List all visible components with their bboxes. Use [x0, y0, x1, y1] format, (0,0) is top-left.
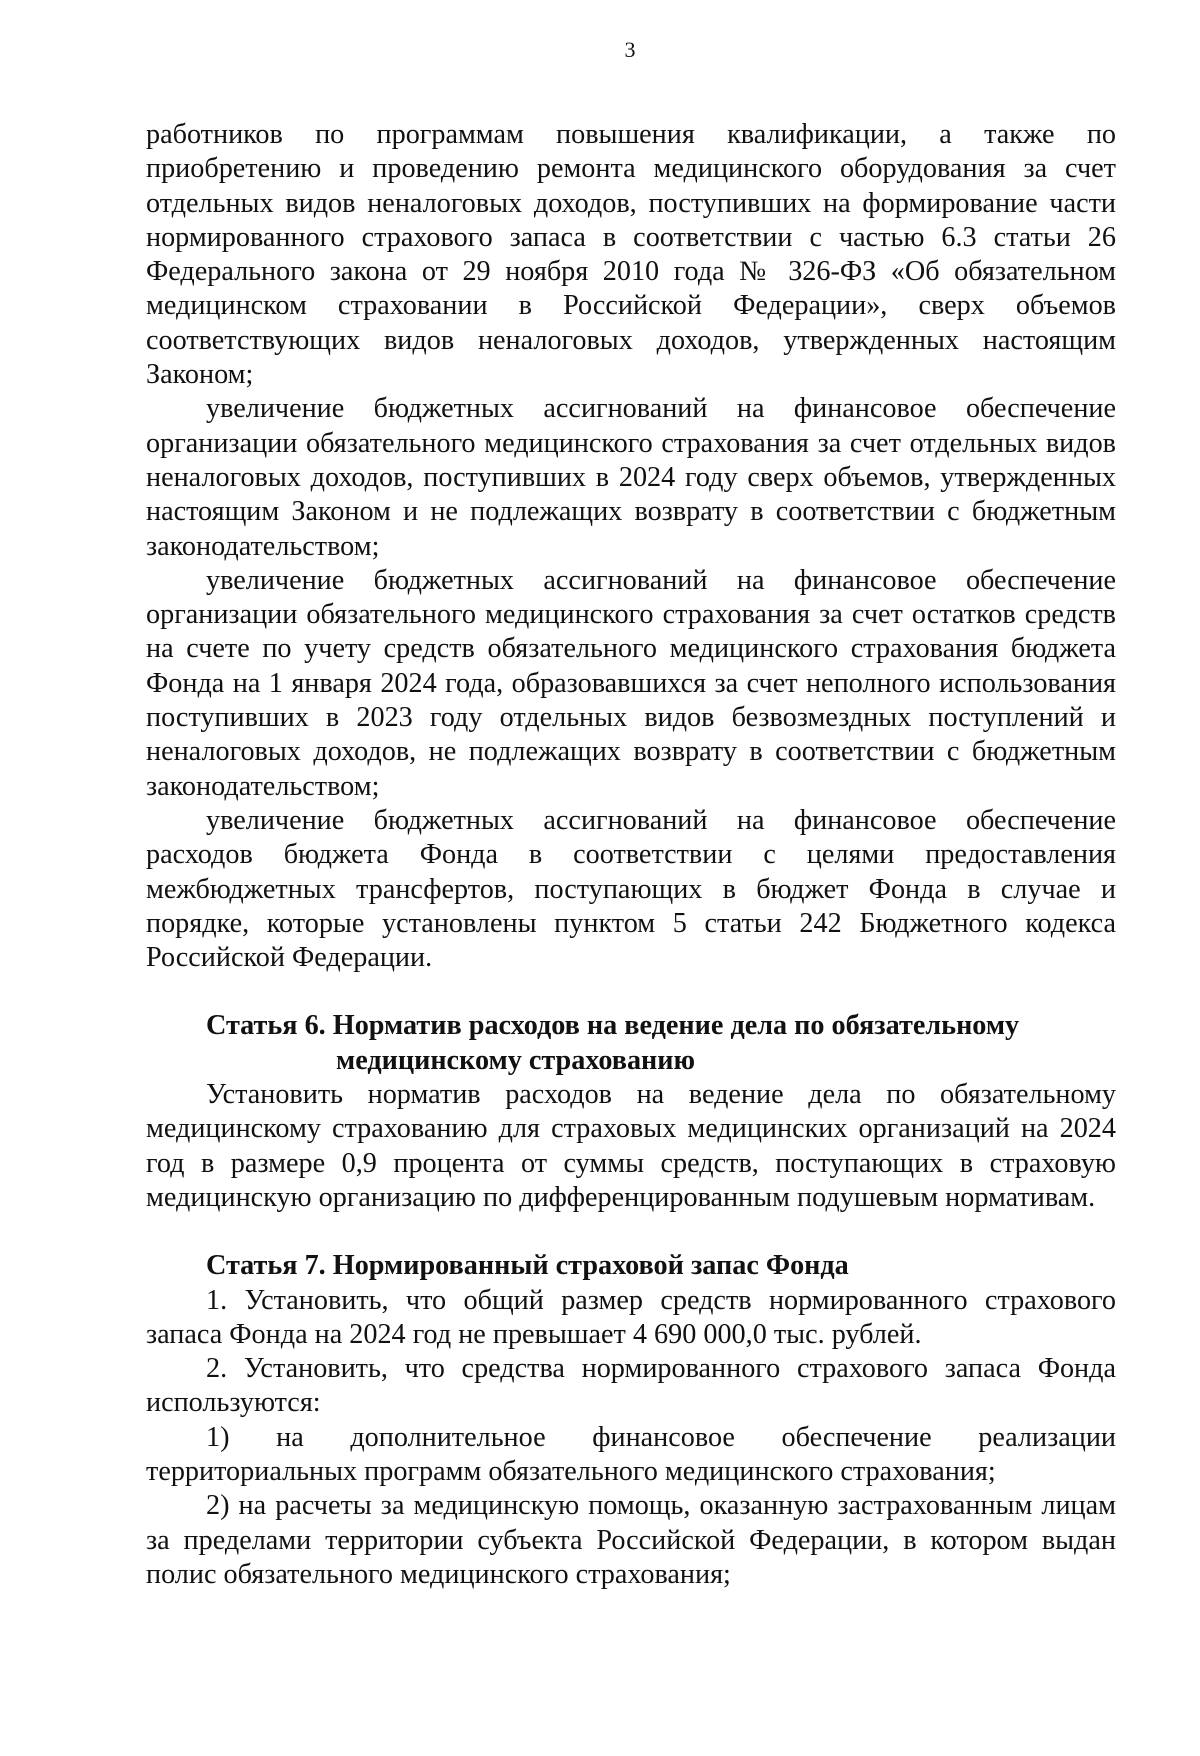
- article-6-body: Установить норматив расходов на ведение дела по обязательному медицинскому страхованию для страховых медицинских организаций на 2024 год в размере 0,9 процента от суммы средств, поступающих в страховую медицинскую организацию по дифференцированным подушевым нормативам.: [146, 1079, 1116, 1213]
- page-number: 3: [624, 37, 636, 62]
- article-7-item: 2) на расчеты за медицинскую помощь, оказанную застрахованным лицам за пределами территории субъекта Российской Федерации, в котором выдан полис обязательного медицинского страхования;: [146, 1490, 1116, 1590]
- article-7-item: 2. Установить, что средства нормированного страхового запаса Фонда используются:: [146, 1353, 1116, 1419]
- paragraph: увеличение бюджетных ассигнований на финансовое обеспечение организации обязательного медицинского страхования за счет остатков средств на счете по учету средств обязательного медицинского страхования бюджета Фонда на 1 января 2024 года, образовавшихся за счет неполного использования поступивших в 2023 году отдельных видов безвозмездных поступлений и неналоговых доходов, не подлежащих возврату в соответствии с бюджетным законодательством;: [146, 564, 1116, 802]
- article-6-heading: Статья 6. Норматив расходов на ведение дела по обязательному: [206, 1010, 1020, 1042]
- article-7-item: 1. Установить, что общий размер средств нормированного страхового запаса Фонда на 2024 год не превышает 4 690 000,0 тыс. рублей.: [146, 1284, 1116, 1350]
- spacer: [146, 1215, 1116, 1249]
- paragraph: увеличение бюджетных ассигнований на финансовое обеспечение расходов бюджета Фонда в соответствии с целями предоставления межбюджетных трансфертов, поступающих в бюджет Фонда в случае и порядке, которые установлены пунктом 5 статьи 242 Бюджетного кодекса Российской Федерации.: [146, 804, 1116, 974]
- article-7-item: 1) на дополнительное финансовое обеспечение реализации территориальных программ обязательного медицинского страхования;: [146, 1421, 1116, 1487]
- article-6-heading-continued: медицинскому страхованию: [336, 1044, 696, 1076]
- paragraph: увеличение бюджетных ассигнований на финансовое обеспечение организации обязательного медицинского страхования за счет отдельных видов неналоговых доходов, поступивших в 2024 году сверх объемов, утвержденных настоящим Законом и не подлежащих возврату в соответствии с бюджетным законодательством;: [146, 393, 1116, 562]
- article-7-heading: Статья 7. Нормированный страховой запас Фонда: [206, 1250, 849, 1282]
- document-body: [146, 118, 1116, 1592]
- paragraph-continuation: работников по программам повышения квалификации, а также по приобретению и проведению ремонта медицинского оборудования за счет отдельных видов неналоговых доходов, поступивших на формирование части нормированного страхового запаса в соответствии с частью 6.3 статьи 26 Федерального закона от 29 ноября 2010 года № 326-ФЗ «Об обязательном медицинском страховании в Российской Федерации», сверх объемов соответствующих видов неналоговых доходов, утвержденных настоящим Законом;: [146, 119, 1116, 391]
- spacer: [146, 975, 1116, 1009]
